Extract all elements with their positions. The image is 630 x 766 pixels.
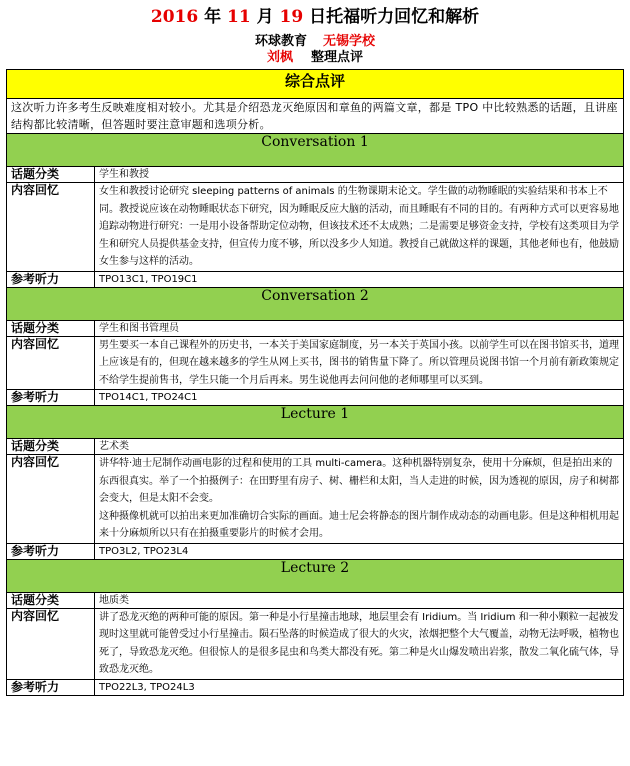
content-label: 内容回忆: [7, 608, 95, 679]
category-value: 艺术类: [95, 439, 624, 455]
section-title: Conversation 1: [7, 134, 624, 167]
reference-label: 参考听力: [7, 679, 95, 695]
category-value: 学生和教授: [95, 167, 624, 183]
reference-value: TPO14C1, TPO24C1: [95, 390, 624, 406]
author-line: [0, 49, 630, 67]
category-label: 话题分类: [7, 439, 95, 455]
title-month-suffix: 月: [250, 7, 280, 27]
section-title: Lecture 2: [7, 559, 624, 592]
reference-value: TPO3L2, TPO23L4: [95, 543, 624, 559]
reference-row: [7, 679, 624, 695]
content-value: [95, 455, 624, 544]
reference-value: TPO13C1, TPO19C1: [95, 271, 624, 287]
category-row: [7, 320, 624, 336]
summary-heading: 综合点评: [7, 70, 624, 99]
section-heading-row: [7, 406, 624, 439]
content-row: [7, 336, 624, 390]
title-day: 19: [279, 7, 304, 27]
author-name: 刘枫: [266, 50, 293, 65]
summary-text-row: [7, 99, 624, 134]
content-paragraph-2: 这种摄像机就可以拍出来更加准确切合实际的画面。迪士尼会将静态的图片制作成动态的动画电影。但是这种相机用起来十分麻烦所以只有在拍摄重要影片的时候才会用。: [99, 510, 619, 539]
category-label: 话题分类: [7, 320, 95, 336]
section-heading-row: [7, 134, 624, 167]
author-role: 整理点评: [311, 50, 364, 65]
organization-name: 环球教育: [254, 34, 307, 49]
category-value: 学生和图书管理员: [95, 320, 624, 336]
listening-recap-table: [6, 69, 624, 696]
category-row: [7, 592, 624, 608]
content-paragraph: 讲了恐龙灭绝的两种可能的原因。第一种是小行星撞击地球，地层里会有 Iridium。当 Iridium 和一种小颗粒一起被发现时这里就可能曾受过小行星撞击。陨石坠落的时候造成了很大的火灾，浓烟把整个大气覆盖，动物无法呼吸，植物也死了，导致恐龙灭绝。但很惊人的是很多昆虫和鸟类大都没有死。第二种是火山爆发喷出岩浆，散发二氧化硫气体，导致恐龙灭绝。: [99, 611, 619, 675]
section-title: Conversation 2: [7, 287, 624, 320]
content-value: [95, 183, 624, 272]
content-paragraph: 讲华特·迪士尼制作动画电影的过程和使用的工具 multi-camera。这种机器特别复杂，使用十分麻烦，但是拍出来的东西很真实。举了一个拍摄例子：在田野里有房子、树、栅栏和太阳，当人走进的时候，因为透视的原因，房子和树都会变大，但是太阳不会变。: [99, 458, 619, 504]
content-value: [95, 608, 624, 679]
section-heading-row: [7, 559, 624, 592]
section-title: Lecture 1: [7, 406, 624, 439]
content-paragraph: 女生和教授讨论研究 sleeping patterns of animals 的生物课期末论文。学生做的动物睡眠的实验结果和书本上不同。教授说应该在动物睡眠状态下研究，因为睡眠反应大脑的活动，而且睡眠有不同的目的。有两种方式可以更容易地追踪动物进行研究：一是用小设备帮助定位动物，但该技术还不太成熟；二是需要足够资金支持，学校有这类项目为学生和研究人员提供基金支持，但宣传力度不够，所以没多少人知道。教授自己就做这样的课题，其他老师也有，他鼓励女生参与这样的活动。: [99, 186, 619, 267]
reference-row: [7, 390, 624, 406]
reference-label: 参考听力: [7, 390, 95, 406]
category-row: [7, 439, 624, 455]
reference-value: TPO22L3, TPO24L3: [95, 679, 624, 695]
reference-label: 参考听力: [7, 271, 95, 287]
content-row: [7, 183, 624, 272]
section-heading-row: [7, 287, 624, 320]
document-title: [0, 6, 630, 28]
school-name: 无锡学校: [323, 34, 376, 49]
title-year: 2016: [150, 7, 199, 27]
title-month: 11: [227, 7, 251, 27]
title-rest: 日托福听力回忆和解析: [303, 7, 480, 27]
reference-label: 参考听力: [7, 543, 95, 559]
category-value: 地质类: [95, 592, 624, 608]
content-value: [95, 336, 624, 390]
category-row: [7, 167, 624, 183]
content-paragraph: 男生要买一本自己课程外的历史书，一本关于美国家庭制度，另一本关于英国小孩。以前学生可以在图书馆买书，道理上应该是有的，但现在越来越多的学生从网上买书，图书的销售量下降了。所以管理员说图书馆一个月前有新政策规定不给学生提前售书，学生只能一个月后再来。男生说他再去问问他的老师哪里可以买到。: [99, 339, 619, 386]
reference-row: [7, 271, 624, 287]
content-label: 内容回忆: [7, 183, 95, 272]
content-row: [7, 608, 624, 679]
summary-text: 这次听力许多考生反映难度相对较小。尤其是介绍恐龙灭绝原因和章鱼的两篇文章，都是 TPO 中比较熟悉的话题，且讲座结构都比较清晰，但答题时要注意审题和选项分析。: [7, 99, 624, 134]
reference-row: [7, 543, 624, 559]
title-year-suffix: 年: [198, 7, 228, 27]
summary-heading-row: [7, 70, 624, 99]
content-label: 内容回忆: [7, 336, 95, 390]
category-label: 话题分类: [7, 167, 95, 183]
content-label: 内容回忆: [7, 455, 95, 544]
content-row: [7, 455, 624, 544]
category-label: 话题分类: [7, 592, 95, 608]
